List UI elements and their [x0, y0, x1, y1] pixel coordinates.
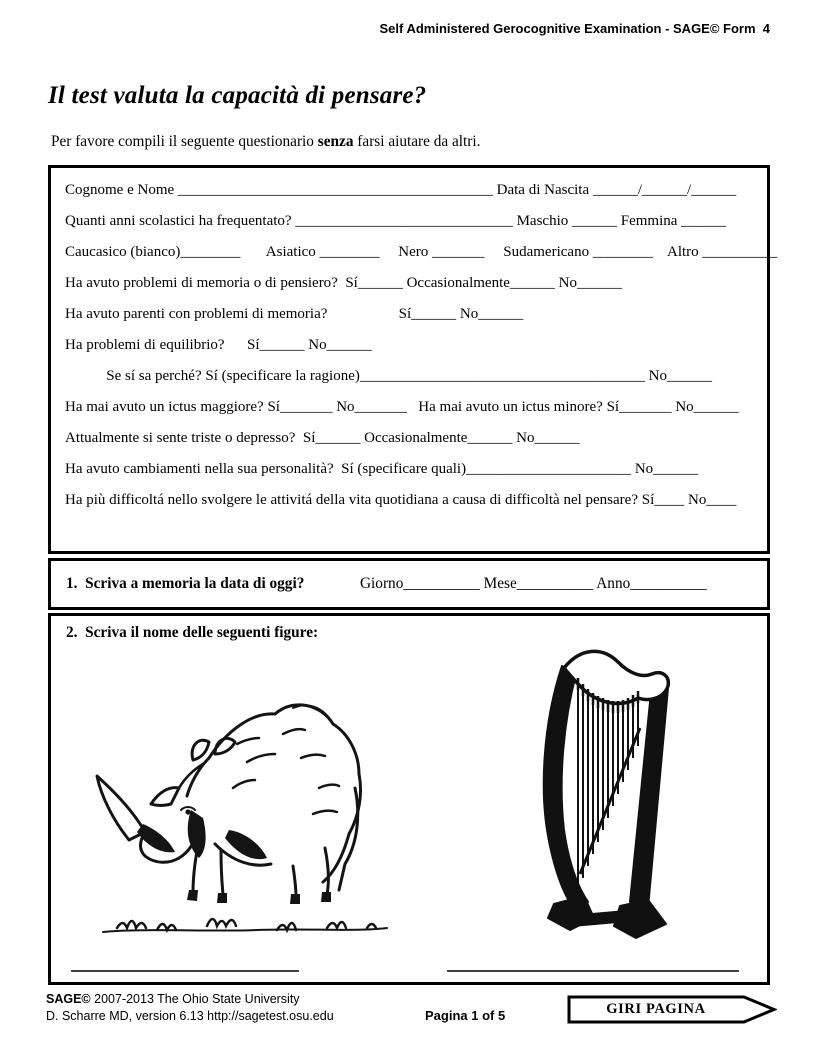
instruction-pre: Per favore compili il seguente questionario	[51, 133, 318, 150]
questionnaire-line-family-memory: Ha avuto parenti con problemi di memoria? Sí______ No______	[65, 306, 524, 322]
questionnaire-line-stroke: Ha mai avuto un ictus maggiore? Sí_______ No_______ Ha mai avuto un ictus minore? Sí_______ No______	[65, 399, 739, 415]
harp-figure-icon	[526, 642, 678, 944]
questionnaire-line-balance: Ha problemi di equilibrio? Sí______ No______	[65, 337, 372, 353]
footer-copyright-text: 2007-2013 The Ohio State University	[90, 992, 300, 1006]
page-indicator: Pagina 1 of 5	[425, 1008, 506, 1023]
question2-label: 2. Scriva il nome delle seguenti figure:	[66, 624, 319, 641]
questionnaire-line-balance-reason: Se sí sa perché? Sí (specificare la ragione)______________________________________ No______	[65, 368, 712, 384]
questionnaire-line-name-dob: Cognome e Nome __________________________________________ Data di Nascita ______/______/______	[65, 182, 737, 198]
form-header-title: Self Administered Gerocognitive Examination - SAGE© Form 4	[379, 21, 770, 36]
demographics-questionnaire-box	[48, 165, 778, 554]
question1-label: 1. Scriva a memoria la data di oggi?	[66, 575, 305, 592]
page-title: Il test valuta la capacità di pensare?	[48, 82, 427, 109]
figure1-answer-blank[interactable]	[71, 952, 299, 972]
questionnaire-line-depression: Attualmente si sente triste o depresso? Sí______ Occasionalmente______ No______	[65, 430, 580, 446]
figure2-answer-blank[interactable]	[447, 952, 739, 972]
instruction-post: farsi aiutare da altri.	[353, 133, 481, 150]
question2-box	[48, 613, 770, 985]
instruction-emphasis: senza	[317, 133, 354, 150]
footer-copyright-block	[46, 991, 334, 1025]
question1-date-blanks[interactable]: Giorno__________ Mese__________ Anno__________	[360, 575, 707, 592]
rhinoceros-figure-icon	[87, 692, 402, 947]
footer-copyright-line	[46, 991, 334, 1008]
question1-box	[48, 558, 770, 610]
turn-page-label: GIRI PAGINA	[606, 1001, 706, 1017]
questionnaire-line-personality: Ha avuto cambiamenti nella sua personalità? Sí (specificare quali)______________________ No______	[65, 461, 699, 477]
turn-page-button[interactable]	[567, 995, 777, 1024]
questionnaire-line-memory-problems: Ha avuto problemi di memoria o di pensiero? Sí______ Occasionalmente______ No______	[65, 275, 622, 291]
footer-sage-mark: SAGE©	[46, 992, 91, 1006]
questionnaire-line-ethnicity: Caucasico (bianco)________ Asiatico ________ Nero _______ Sudamericano ________ Altro __________	[65, 244, 778, 260]
footer-credit-line: D. Scharre MD, version 6.13 http://sagetest.osu.edu	[46, 1009, 334, 1023]
questionnaire-line-education-sex: Quanti anni scolastici ha frequentato? _____________________________ Maschio ______ Femmina ______	[65, 213, 727, 229]
instruction-line	[51, 133, 480, 151]
questionnaire-line-daily-activities: Ha più difficoltá nello svolgere le attivitá della vita quotidiana a causa di difficoltà nel pensare? Sí____ No____	[65, 492, 737, 508]
